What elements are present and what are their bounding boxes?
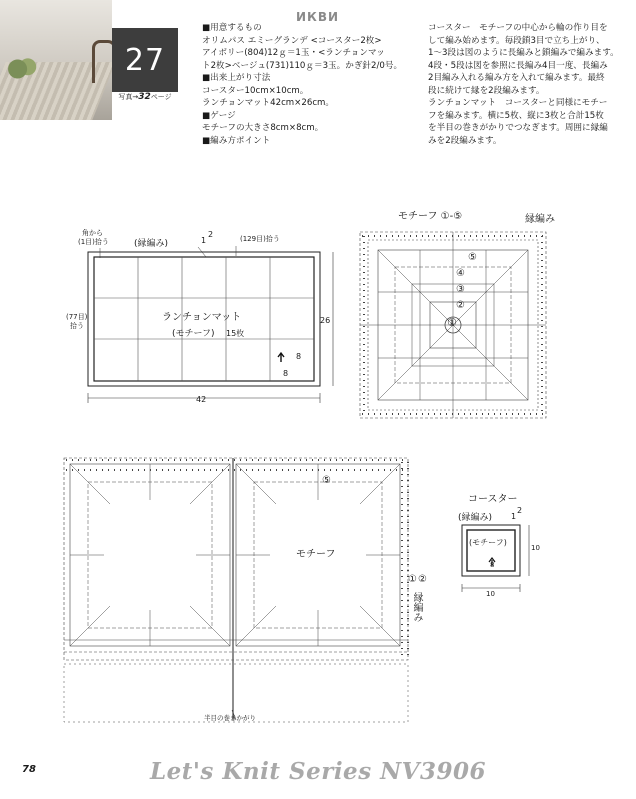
photo-ref-page: 32: [138, 92, 151, 102]
mat-height: 26: [320, 316, 331, 325]
mat-title: ランチョンマット: [162, 312, 242, 323]
motif-edging: 縁編み: [525, 214, 555, 225]
size-line: ランチョンマット42cm×26cm。: [202, 98, 335, 108]
gauge-heading: ■ ゲージ: [202, 110, 424, 123]
series-title: Let's Knit Series NV3906: [149, 758, 487, 785]
instruction-line: コースター モチーフの中心から輪の作り目を: [428, 23, 608, 33]
mat-width: 42: [196, 395, 207, 404]
motif-round-1: ①: [447, 316, 457, 329]
page-number: 78: [22, 764, 36, 775]
instruction-line: して編み始めます。毎段鎖3目で立ち上がり、: [428, 35, 605, 46]
mat-pickup-corner: 角から: [82, 229, 103, 237]
photo-ref-suffix: ページ: [150, 93, 172, 101]
mat-edging-label: (縁編み): [134, 239, 169, 249]
coaster-height: 10: [531, 544, 540, 552]
points-heading: ■ 編み方ポイント: [202, 135, 424, 148]
materials-line: アイボリー(804)12ｇ＝1玉・<ランチョンマッ: [202, 48, 385, 58]
size-line: コースター10cm×10cm。: [202, 85, 309, 96]
coaster-width: 10: [486, 590, 495, 598]
instruction-line: フを編みます。横に5枚、縦に3枚と合計15枚: [428, 110, 604, 121]
join-round-5: ⑤: [322, 475, 331, 486]
instruction-line: ランチョンマット コースターと同様にモチー: [428, 98, 608, 108]
mat-side-pickup: (77目): [66, 313, 88, 321]
motif-title: モチーフ ①-⑤: [398, 211, 463, 222]
coaster-inner-label: (モチーフ): [469, 538, 507, 547]
join-round-2: ②: [418, 574, 427, 585]
mat-cell-h: 8: [283, 369, 289, 378]
join-edging-vertical: 縁編み: [411, 592, 422, 622]
instruction-line: 1〜3段は図のように長編みと鎖編みで編みます。: [428, 48, 619, 58]
coaster-edging-rows-2: 2: [517, 506, 523, 515]
materials-line: オリムパス エミーグランデ <コースター2枚>: [202, 35, 382, 46]
motif-round-5: ⑤: [468, 252, 477, 263]
mat-cell-v: 8: [296, 352, 302, 361]
join-motif-label: モチーフ: [296, 549, 336, 560]
materials-heading: ■ 用意するもの: [202, 22, 424, 35]
placemat-schematic: [88, 246, 333, 403]
joined-motifs-chart: [64, 458, 408, 722]
instruction-line: 4段・5段は図を参照に長編み4目一度、長編み: [428, 60, 608, 71]
size-heading: ■ 出来上がり寸法: [202, 72, 424, 85]
join-note: 半目の巻きかがり: [204, 714, 256, 722]
instruction-line: 2目編み入れる編み方を入れて編みます。最終: [428, 73, 605, 83]
mat-edging-rows-2: 2: [208, 230, 214, 239]
photo-ref-prefix: 写真→: [118, 93, 139, 101]
mat-side-pickup-2: 拾う: [70, 322, 84, 330]
instruction-line: 段に続けて縁を2段編みます。: [428, 85, 545, 96]
coaster-edging-rows: 1: [511, 512, 517, 521]
instruction-line: を半目の巻きがかりでつなぎます。周囲に縁編: [428, 123, 608, 133]
mat-top-pickup: (129目)拾う: [240, 235, 280, 243]
coaster-title: コースター: [468, 494, 518, 505]
mat-count: 15枚: [226, 329, 245, 338]
mat-pickup-corner-count: (1目)拾う: [78, 238, 109, 246]
motif-round-2: ②: [456, 300, 465, 311]
coaster-edging: (縁編み): [458, 513, 493, 523]
coaster-inner-size: 8: [490, 561, 495, 569]
pattern-number: 27: [112, 28, 178, 92]
motif-round-4: ④: [456, 268, 465, 279]
join-round-1: ①: [408, 574, 417, 585]
materials-line: ト2枚>ベージュ(731)110ｇ＝3玉。かぎ針2/0号。: [202, 60, 403, 71]
gauge-line: モチーフの大きさ8cm×8cm。: [202, 123, 324, 133]
watermark: ИКВИ: [296, 10, 340, 24]
coaster-schematic: [462, 525, 529, 592]
mat-edging-rows: 1: [201, 236, 207, 245]
mat-subtitle: (モチーフ): [172, 329, 215, 339]
motif-round-3: ③: [456, 284, 465, 295]
instruction-line: みを2段編みます。: [428, 135, 502, 146]
